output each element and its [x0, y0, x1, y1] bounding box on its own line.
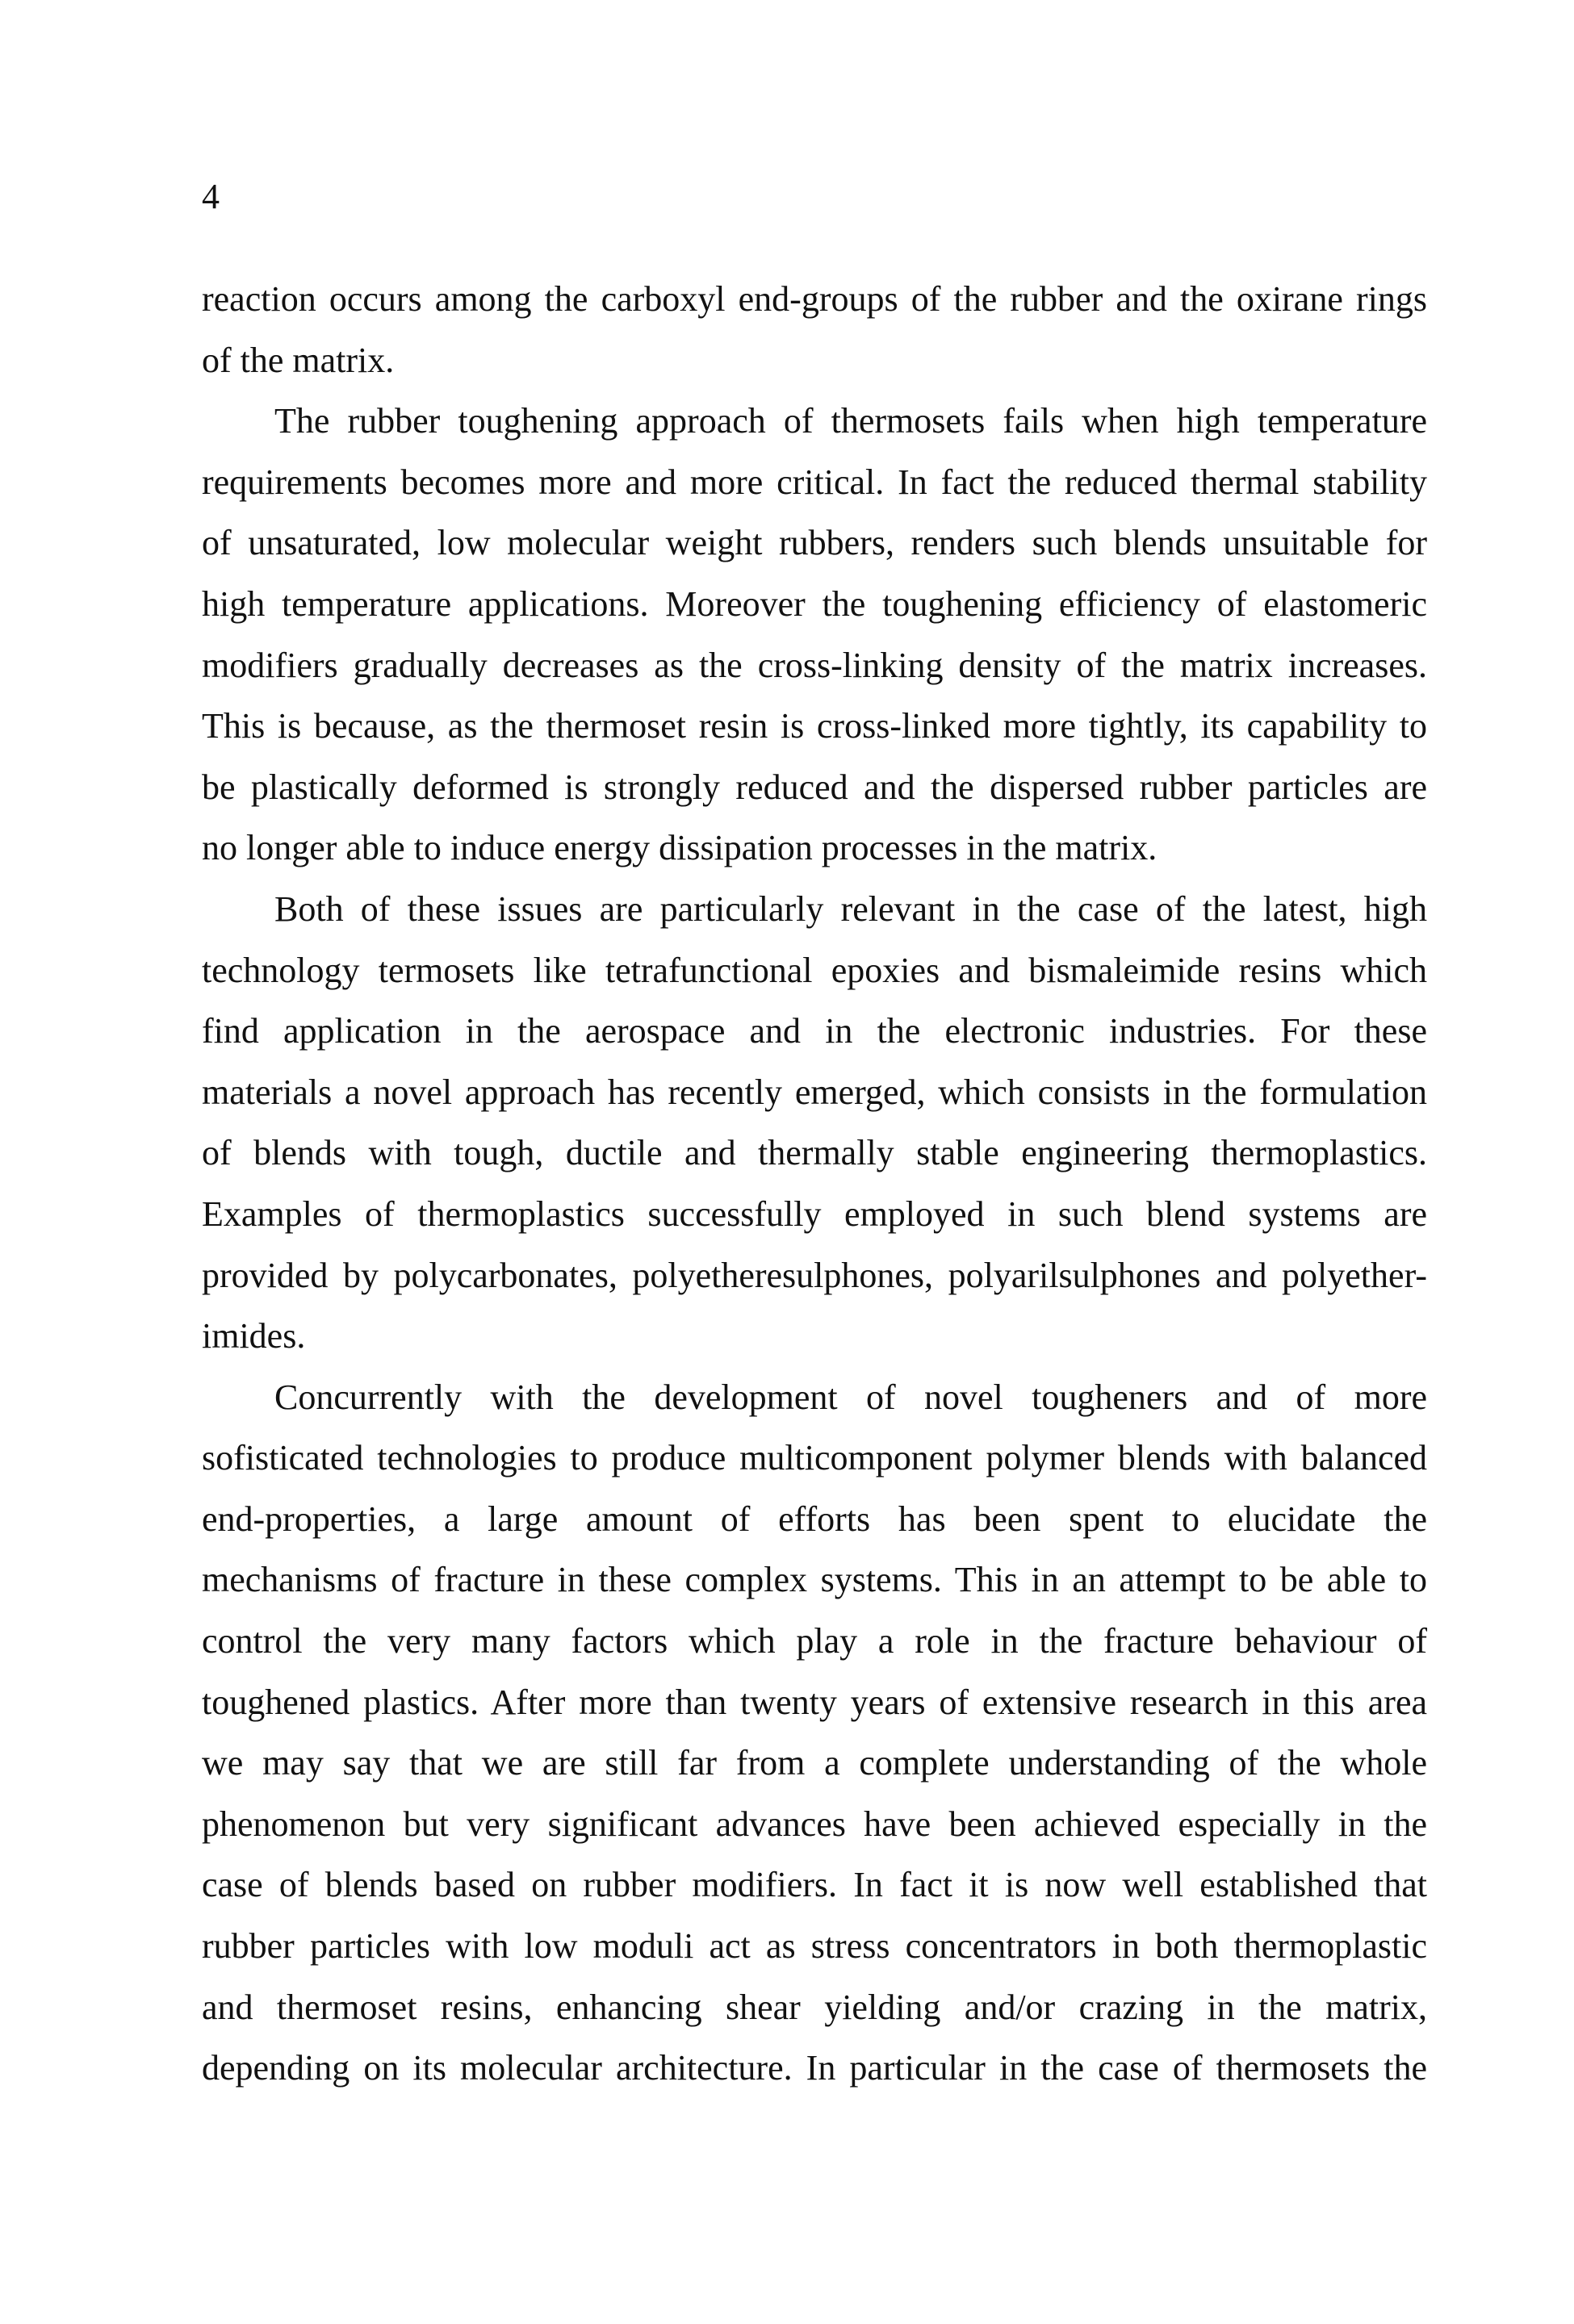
text-line: reaction occurs among the carboxyl end-groups of the rubber and the oxirane rings — [202, 279, 1427, 319]
text-line: control the very many factors which play a role in the fracture behaviour of — [202, 1621, 1427, 1661]
text-line: The rubber toughening approach of thermosets fails when high temperature — [274, 401, 1427, 441]
text-line: find application in the aerospace and in the electronic industries. For these — [202, 1011, 1427, 1051]
text-line: end-properties, a large amount of efforts has been spent to elucidate the — [202, 1498, 1427, 1539]
text-line: modifiers gradually decreases as the cross-linking density of the matrix increases. — [202, 645, 1427, 685]
text-line: toughened plastics. After more than twenty years of extensive research in this area — [202, 1682, 1427, 1722]
text-line: be plastically deformed is strongly reduced and the dispersed rubber particles are — [202, 767, 1427, 807]
text-line: imides. — [202, 1316, 306, 1356]
text-line: phenomenon but very significant advances have been achieved especially in the — [202, 1804, 1427, 1844]
page-number: 4 — [202, 177, 220, 216]
text-line: rubber particles with low moduli act as stress concentrators in both thermoplastic — [202, 1926, 1427, 1967]
text-line: depending on its molecular architecture. In particular in the case of thermosets the — [202, 2048, 1427, 2088]
body-text — [202, 269, 1427, 2099]
text-line: requirements becomes more and more critical. In fact the reduced thermal stability — [202, 462, 1427, 502]
text-line: case of blends based on rubber modifiers. In fact it is now well established that — [202, 1865, 1427, 1905]
text-line: of unsaturated, low molecular weight rubbers, renders such blends unsuitable for — [202, 523, 1427, 563]
text-line: high temperature applications. Moreover the toughening efficiency of elastomeric — [202, 583, 1427, 624]
text-line: of blends with tough, ductile and thermally stable engineering thermoplastics. — [202, 1133, 1427, 1173]
text-line: Concurrently with the development of novel tougheners and of more — [274, 1377, 1427, 1417]
text-line: and thermoset resins, enhancing shear yielding and/or crazing in the matrix, — [202, 1987, 1427, 2027]
text-line: sofisticated technologies to produce multicomponent polymer blends with balanced — [202, 1438, 1427, 1478]
text-line: materials a novel approach has recently emerged, which consists in the formulation — [202, 1072, 1427, 1112]
text-line: no longer able to induce energy dissipation processes in the matrix. — [202, 828, 1157, 868]
text-line: Both of these issues are particularly relevant in the case of the latest, high — [274, 888, 1427, 929]
text-line: Examples of thermoplastics successfully employed in such blend systems are — [202, 1193, 1427, 1234]
text-line: of the matrix. — [202, 340, 395, 380]
text-line: provided by polycarbonates, polyetheresulphones, polyarilsulphones and polyether- — [202, 1255, 1427, 1295]
text-line: we may say that we are still far from a complete understanding of the whole — [202, 1743, 1427, 1783]
text-line: technology termosets like tetrafunctional epoxies and bismaleimide resins which — [202, 950, 1427, 990]
text-line: mechanisms of fracture in these complex systems. This in an attempt to be able to — [202, 1560, 1427, 1600]
text-line: This is because, as the thermoset resin is cross-linked more tightly, its capability to — [202, 706, 1427, 746]
